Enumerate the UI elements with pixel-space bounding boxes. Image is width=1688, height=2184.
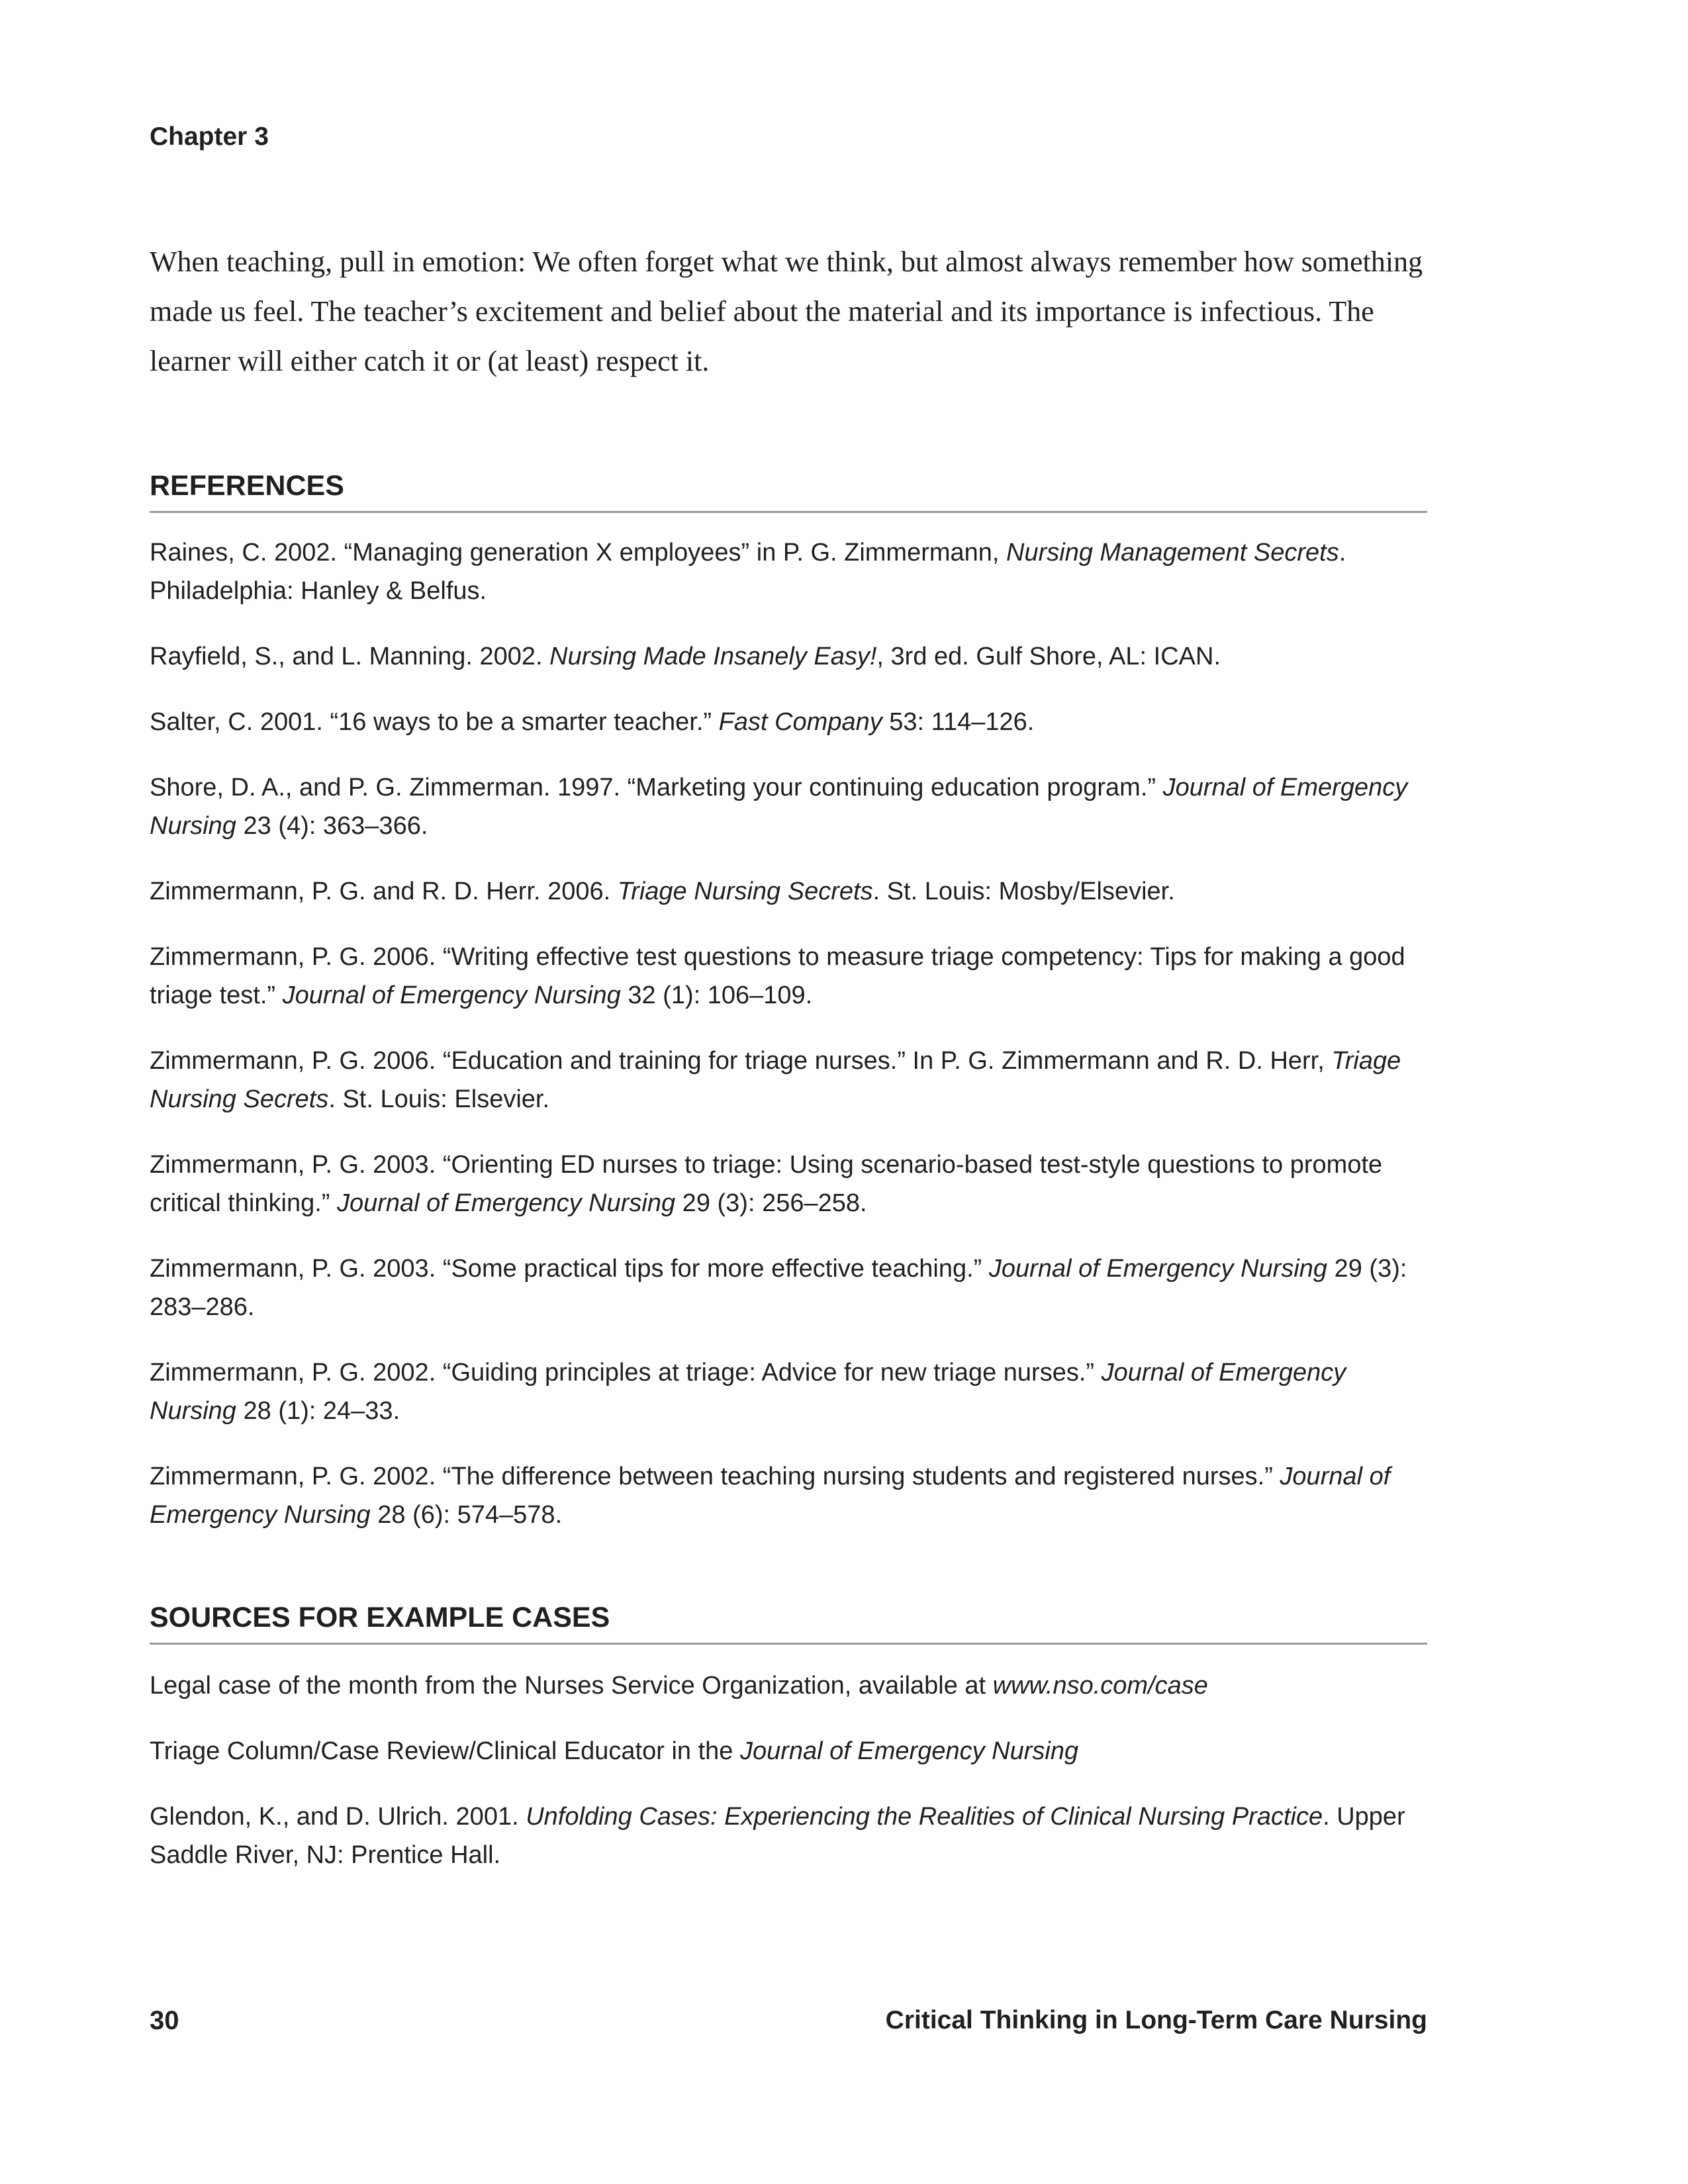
- reference-item: Zimmermann, P. G. 2006. “Education and training for triage nurses.” In P. G. Zimmermann and R. D. Herr, Triage Nursing Secrets. St. Louis: Elsevier.: [150, 1047, 1401, 1113]
- reference-item: Zimmermann, P. G. 2002. “The difference between teaching nursing students and registered nurses.” Journal of Emergency Nursing 28 (6): 574–578.: [150, 1463, 1391, 1529]
- reference-item: Zimmermann, P. G. and R. D. Herr. 2006. Triage Nursing Secrets. St. Louis: Mosby/Elsevier.: [150, 878, 1175, 905]
- reference-item: Zimmermann, P. G. 2006. “Writing effective test questions to measure triage competency: Tips for making a good triage test.” Journal of Emergency Nursing 32 (1): 106–109.: [150, 943, 1405, 1009]
- reference-item: Zimmermann, P. G. 2003. “Orienting ED nurses to triage: Using scenario-based test-style questions to promote critical thinking.” Journal of Emergency Nursing 29 (3): 256–258.: [150, 1151, 1383, 1217]
- page-number: 30: [150, 2006, 179, 2035]
- chapter-label: Chapter 3: [150, 122, 269, 151]
- running-footer-title: Critical Thinking in Long-Term Care Nursing: [885, 2006, 1427, 2034]
- source-item: Legal case of the month from the Nurses Service Organization, available at www.nso.com/case: [150, 1672, 1208, 1700]
- document-page: [150, 0, 1427, 2184]
- source-item: Glendon, K., and D. Ulrich. 2001. Unfolding Cases: Experiencing the Realities of Clinical Nursing Practice. Upper Saddle River, NJ: Prentice Hall.: [150, 1803, 1405, 1869]
- sources-list: [150, 1666, 1427, 1901]
- reference-item: Salter, C. 2001. “16 ways to be a smarter teacher.” Fast Company 53: 114–126.: [150, 708, 1035, 736]
- references-heading: REFERENCES: [150, 467, 1427, 513]
- source-item: Triage Column/Case Review/Clinical Educator in the Journal of Emergency Nursing: [150, 1737, 1079, 1765]
- reference-item: Zimmermann, P. G. 2003. “Some practical tips for more effective teaching.” Journal of Emergency Nursing 29 (3): 283–286.: [150, 1255, 1407, 1321]
- reference-item: Zimmermann, P. G. 2002. “Guiding principles at triage: Advice for new triage nurses.” Journal of Emergency Nursing 28 (1): 24–33.: [150, 1359, 1346, 1425]
- source-link[interactable]: www.nso.com/case: [992, 1672, 1208, 1700]
- reference-item: Raines, C. 2002. “Managing generation X employees” in P. G. Zimmermann, Nursing Management Secrets. Philadelphia: Hanley & Belfus.: [150, 539, 1346, 605]
- intro-paragraph: When teaching, pull in emotion: We often forget what we think, but almost always remember how something made us feel. The teacher’s excitement and belief about the material and its importance is infectious. The learner will either catch it or (at least) respect it.: [150, 246, 1423, 377]
- sources-heading: SOURCES FOR EXAMPLE CASES: [150, 1599, 1427, 1645]
- reference-item: Rayfield, S., and L. Manning. 2002. Nursing Made Insanely Easy!, 3rd ed. Gulf Shore, AL: ICAN.: [150, 643, 1221, 670]
- references-list: [150, 533, 1427, 1561]
- reference-item: Shore, D. A., and P. G. Zimmerman. 1997. “Marketing your continuing education program.” Journal of Emergency Nursing 23 (4): 363–366.: [150, 774, 1408, 840]
